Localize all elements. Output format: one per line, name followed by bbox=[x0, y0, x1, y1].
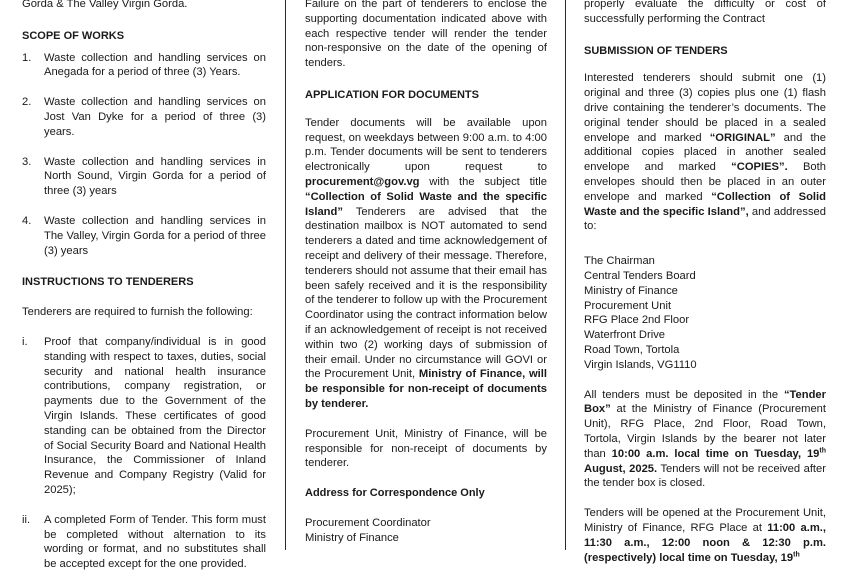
tender-box-label: “Tender Box” bbox=[584, 388, 826, 416]
list-number: 1. bbox=[22, 51, 32, 64]
instruction-item bbox=[22, 513, 266, 572]
list-text: Proof that company/individual is in good standing with respect to taxes, duties, social security and national health insurance contributions, company registration, or payments due to the Government of the Virgin Islands. These certificates of good standing can be obtained from the Director of Social Security Board and National Health Insurance, the Commissioner of Inland Revenue and Company Registry (Valid for 2025); bbox=[44, 335, 266, 496]
list-number: ii. bbox=[22, 513, 31, 526]
instruction-item bbox=[22, 335, 266, 498]
email-address: procurement@gov.vg bbox=[305, 175, 420, 188]
text-run: All tenders must be deposited in the bbox=[584, 388, 784, 401]
scope-heading: SCOPE OF WORKS bbox=[22, 29, 125, 42]
scope-item bbox=[22, 155, 266, 199]
address-line: RFG Place 2nd Floor bbox=[584, 314, 690, 327]
column-divider-right bbox=[565, 0, 566, 550]
non-responsive-paragraph: Failure on the part of tenderers to enclose the supporting documentation indicated above with each respective tender will render the tender non-responsive on the date of the opening of tenders. bbox=[305, 0, 547, 70]
address-line: Ministry of Finance bbox=[584, 284, 678, 297]
text-run: and addressed to: bbox=[584, 205, 826, 233]
text-run: 10:00 a.m. local time on Tuesday, 19 bbox=[611, 447, 820, 460]
application-paragraph bbox=[305, 116, 547, 412]
subject-title: “Collection of Solid Waste and the specific Island” bbox=[305, 190, 547, 218]
list-text: Waste collection and handling services on Jost Van Dyke for a period of three (3) years. bbox=[44, 96, 266, 138]
text-run: at the Ministry of Finance (Procurement Unit), RFG Place, 2nd Floor, Road Town, Tortola, Virgin Islands by the bearer not later than bbox=[584, 403, 826, 460]
envelope-mark: “Collection of Solid Waste and the specific Island”, bbox=[584, 190, 826, 218]
address-line: Procurement Coordinator bbox=[305, 516, 431, 529]
text-run: and the additional copies placed in another sealed envelope and marked bbox=[584, 131, 826, 174]
opening-paragraph bbox=[584, 506, 826, 565]
list-number: 3. bbox=[22, 155, 32, 168]
responsibility-statement: Ministry of Finance, will be responsible for non-receipt of documents by tenderer. bbox=[305, 368, 547, 410]
responsibility-paragraph: Procurement Unit, Ministry of Finance, will be responsible for non-receipt of documents by tenderer. bbox=[305, 427, 547, 470]
list-number: i. bbox=[22, 335, 28, 348]
text-run: Tenders will be opened at the Procurement Unit, Ministry of Finance, RFG Place at bbox=[584, 507, 826, 534]
instructions-intro: Tenderers are required to furnish the following: bbox=[22, 306, 253, 319]
location-line: Gorda & The Valley Virgin Gorda. bbox=[22, 0, 188, 10]
address-line: Procurement Unit bbox=[584, 299, 672, 312]
list-number: 2. bbox=[22, 96, 32, 109]
text-run: 11:00 a.m., 11:30 a.m., 12:00 noon & 12:30 p.m. (respectively) local time on Tuesday, 19 bbox=[584, 521, 826, 564]
ordinal-suffix: th bbox=[819, 446, 826, 454]
address-line: Virgin Islands, VG1110 bbox=[584, 358, 697, 371]
address-line: Central Tenders Board bbox=[584, 269, 696, 282]
text-run: Tender documents will be available upon request, on weekdays between 9:00 a.m. to 4:00 p.m. Tender documents will be sent to tenderers electronically upon request to bbox=[305, 116, 547, 174]
address-line: The Chairman bbox=[584, 255, 655, 268]
column-right bbox=[584, 0, 826, 565]
scope-item bbox=[22, 95, 266, 139]
evaluation-paragraph: properly evaluate the difficulty or cost of successfully performing the Contract bbox=[584, 0, 826, 25]
deposit-paragraph bbox=[584, 388, 826, 492]
text-run: August, 2025. bbox=[584, 462, 658, 475]
list-text: Waste collection and handling services in North Sound, Virgin Gorda for a period of three (3) years bbox=[44, 155, 266, 198]
application-heading: APPLICATION FOR DOCUMENTS bbox=[305, 88, 479, 101]
text-run: Tenders will not be received after the tender box is closed. bbox=[584, 462, 826, 490]
address-heading: Address for Correspondence Only bbox=[305, 487, 485, 500]
list-text: A completed Form of Tender. This form must be completed without alternation to its wording or format, and no substitutes shall be accepted except for the one provided. bbox=[44, 513, 266, 571]
ordinal-suffix: th bbox=[793, 550, 800, 558]
list-text: Waste collection and handling services in The Valley, Virgin Gorda for a period of three (3) years bbox=[44, 214, 266, 257]
mailing-address bbox=[584, 254, 826, 372]
list-number: 4. bbox=[22, 214, 32, 227]
text-run: Both envelopes should then be placed in an outer envelope and marked bbox=[584, 161, 826, 203]
column-divider-left bbox=[285, 0, 286, 550]
submission-heading: SUBMISSION OF TENDERS bbox=[584, 44, 728, 57]
column-middle bbox=[305, 0, 547, 546]
address-line: Ministry of Finance bbox=[305, 531, 399, 544]
scope-item bbox=[22, 214, 266, 258]
scope-item bbox=[22, 51, 266, 81]
original-mark: “ORIGINAL” bbox=[709, 131, 776, 144]
submission-paragraph bbox=[584, 71, 826, 234]
copies-mark: “COPIES”. bbox=[731, 161, 788, 174]
list-text: Waste collection and handling services on Anegada for a period of three (3) Years. bbox=[44, 51, 266, 79]
text-run: Interested tenderers should submit one (1) original and three (3) copies plus one (1) flash drive containing the tenderer’s documents. The original tender should be placed in a sealed envelope and marked bbox=[584, 72, 826, 144]
address-line: Waterfront Drive bbox=[584, 329, 666, 342]
address-line: Road Town, Tortola bbox=[584, 343, 680, 356]
text-run: with the subject title bbox=[419, 175, 547, 188]
instructions-heading: INSTRUCTIONS TO TENDERERS bbox=[22, 276, 194, 289]
column-left bbox=[22, 0, 266, 572]
text-run: Tenderers are advised that the destination mailbox is NOT automated to send tenderers a dated and time acknowledgement of receipt and delivery of their message. Therefore, tenderers should not assume that their email has been safely received and it is the responsibility of the tenderer to follow up with the Procurement Coordinator using the contract information below if an acknowledgement of receipt is not received within two (2) working days of submission of their email. Under no circumstance will GOVI or the Procurement Unit, bbox=[305, 205, 547, 381]
